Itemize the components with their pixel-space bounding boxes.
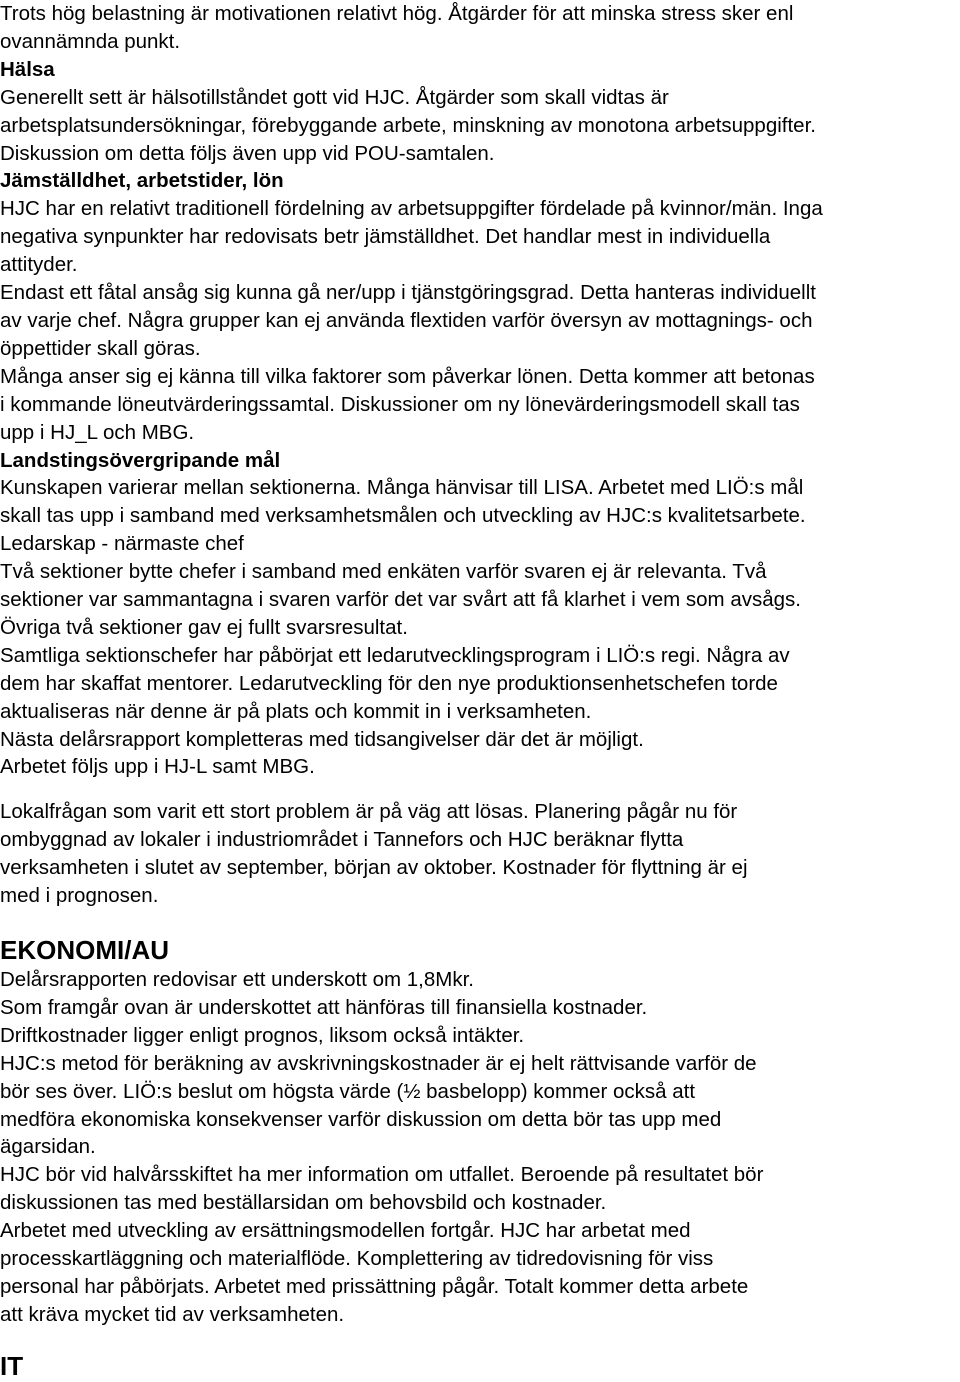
text-line: HJC bör vid halvårsskiftet ha mer information om utfallet. Beroende på resultatet bör — [0, 1163, 764, 1187]
text-line: Arbetet följs upp i HJ-L samt MBG. — [0, 755, 315, 779]
text-line: HJC har en relativt traditionell fördelning av arbetsuppgifter fördelade på kvinnor/män. Inga — [0, 197, 823, 221]
text-line: Nästa delårsrapport kompletteras med tidsangivelser där det är möjligt. — [0, 727, 644, 751]
text-line: dem har skaffat mentorer. Ledarutveckling för den nye produktionsenhetschefen torde — [0, 671, 778, 695]
heading-landstingsovergripande: Landstingsövergripande mål — [0, 448, 281, 472]
ekonomi-heading-block — [0, 934, 960, 966]
text-line: ombyggnad av lokaler i industriområdet i Tannefors och HJC beräknar flytta — [0, 827, 684, 851]
text-line: med i prognosen. — [0, 883, 159, 907]
text-line: av varje chef. Några grupper kan ej använda flextiden varför översyn av mottagnings- och — [0, 308, 813, 332]
text-line: ovannämnda punkt. — [0, 29, 181, 53]
text-line: upp i HJ_L och MBG. — [0, 420, 195, 444]
text-line: negativa synpunkter har redovisats betr jämställdhet. Det handlar mest in individuella — [0, 225, 771, 249]
text-line: Driftkostnader ligger enligt prognos, liksom också intäkter. — [0, 1023, 525, 1047]
heading-it: IT — [0, 1351, 24, 1381]
text-line: Kunskapen varierar mellan sektionerna. Många hänvisar till LISA. Arbetet med LIÖ:s mål — [0, 476, 804, 500]
text-line: aktualiseras när denne är på plats och kommit in i verksamheten. — [0, 699, 592, 723]
text-line: skall tas upp i samband med verksamhetsmålen och utveckling av HJC:s kvalitetsarbete. — [0, 504, 806, 528]
text-line: arbetsplatsundersökningar, förebyggande arbete, minskning av monotona arbetsuppgifter. — [0, 113, 816, 137]
heading-jamstalldhet: Jämställdhet, arbetstider, lön — [0, 169, 284, 193]
text-line: Endast ett fåtal ansåg sig kunna gå ner/upp i tjänstgöringsgrad. Detta hanteras individuellt — [0, 281, 816, 305]
text-line: Generellt sett är hälsotillståndet gott vid HJC. Åtgärder som skall vidtas är — [0, 85, 669, 109]
text-line: attityder. — [0, 253, 78, 277]
text-line: Som framgår ovan är underskottet att hänföras till finansiella kostnader. — [0, 995, 648, 1019]
text-line: sektioner var sammantagna i svaren varför det var svårt att få klarhet i vem som avsågs. — [0, 588, 801, 612]
text-line: HJC:s metod för beräkning av avskrivningskostnader är ej helt rättvisande varför de — [0, 1051, 757, 1075]
text-line: medföra ekonomiska konsekvenser varför diskussion om detta bör tas upp med — [0, 1107, 722, 1131]
it-heading-block — [0, 1350, 960, 1382]
text-line: Lokalfrågan som varit ett stort problem är på väg att lösas. Planering pågår nu för — [0, 800, 738, 823]
text-line: i kommande löneutvärderingssamtal. Diskussioner om ny lönevärderingsmodell skall tas — [0, 392, 800, 416]
ekonomi-section — [0, 966, 960, 1329]
text-line: bör ses över. LIÖ:s beslut om högsta värde (½ basbelopp) kommer också att — [0, 1079, 696, 1103]
text-line: Trots hög belastning är motivationen relativt hög. Åtgärder för att minska stress sker enl — [0, 2, 794, 25]
text-line: Två sektioner bytte chefer i samband med enkäten varför svaren ej är relevanta. Två — [0, 560, 767, 584]
text-line: öppettider skall göras. — [0, 336, 201, 360]
text-line: processkartläggning och materialflöde. Komplettering av tidredovisning för viss — [0, 1247, 714, 1271]
text-line: personal har påbörjats. Arbetet med prissättning pågår. Totalt kommer detta arbete — [0, 1274, 749, 1298]
lokal-section — [0, 798, 960, 910]
text-line: Samtliga sektionschefer har påbörjat ett ledarutvecklingsprogram i LIÖ:s regi. Några av — [0, 643, 790, 667]
heading-halsa: Hälsa — [0, 57, 55, 81]
text-line: Arbetet med utveckling av ersättningsmodellen fortgår. HJC har arbetat med — [0, 1219, 691, 1243]
text-line: Övriga två sektioner gav ej fullt svarsresultat. — [0, 615, 408, 639]
heading-ekonomi: EKONOMI/AU — [0, 935, 169, 965]
text-line: diskussionen tas med beställarsidan om behovsbild och kostnader. — [0, 1191, 607, 1215]
text-line: verksamheten i slutet av september, början av oktober. Kostnader för flyttning är ej — [0, 855, 748, 879]
text-line: Diskussion om detta följs även upp vid POU-samtalen. — [0, 141, 495, 165]
heading-ledarskap: Ledarskap - närmaste chef — [0, 532, 244, 556]
text-line: Delårsrapporten redovisar ett underskott om 1,8Mkr. — [0, 968, 474, 991]
text-line: ägarsidan. — [0, 1135, 96, 1159]
text-line: Många anser sig ej känna till vilka faktorer som påverkar lönen. Detta kommer att betonas — [0, 364, 815, 388]
text-line: att kräva mycket tid av verksamheten. — [0, 1302, 345, 1326]
